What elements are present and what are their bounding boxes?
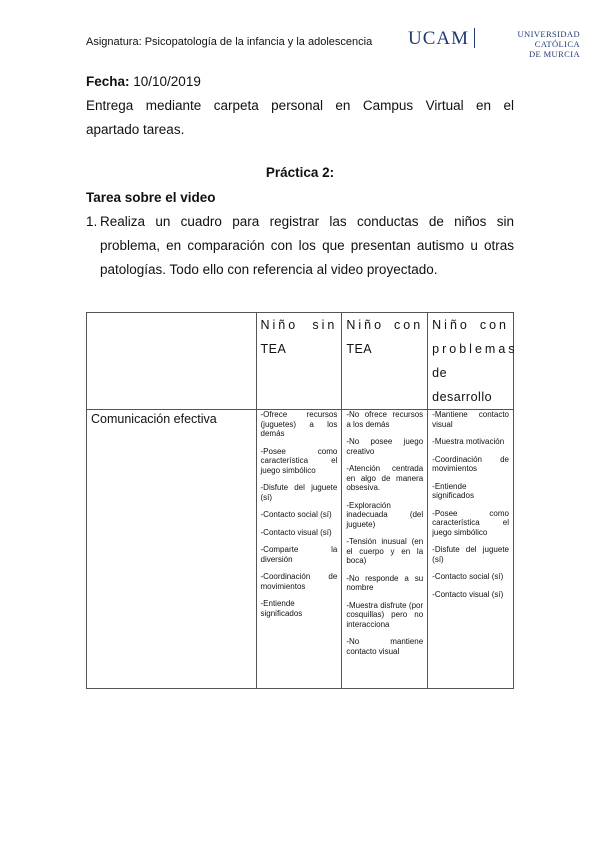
behavior-comparison-table	[86, 312, 518, 689]
list-item: -Tensión inusual (en el cuerpo y en la boca)	[346, 537, 424, 565]
task-item-line-1: Realiza un cuadro para registrar las conductas de niños sin	[100, 214, 514, 229]
list-item: -Exploración inadecuada (del juguete)	[346, 500, 424, 529]
list-item: -Entiende significados	[432, 481, 474, 500]
task-item	[86, 210, 514, 282]
date-label: Fecha:	[86, 74, 130, 89]
page-header	[0, 0, 599, 60]
list-item: -No ofrece recursos a los demás	[346, 410, 424, 429]
logo-uni-line1: UNIVERSIDAD CATÓLICA	[517, 29, 580, 49]
list-item: -No responde a su nombre	[346, 573, 424, 592]
header-col1-line1: Niño sin	[260, 318, 338, 332]
task-item-number: 1.	[86, 214, 98, 229]
date-line	[86, 70, 514, 94]
list-item: -Disfute del juguete (sí)	[260, 483, 338, 502]
logo-university-name	[480, 29, 580, 59]
header-col2-line1: Niño con	[346, 318, 424, 332]
task-title: Tarea sobre el video	[86, 190, 216, 205]
list-item: -Contacto visual (sí)	[260, 527, 332, 537]
task-item-line-3: patologías. Todo ello con referencia al video proyectado.	[100, 262, 438, 277]
task-item-body	[100, 210, 514, 282]
delivery-line-2: apartado tareas.	[86, 122, 185, 137]
row-label-comunicacion: Comunicación efectiva	[87, 410, 257, 689]
cell-nino-con-tea	[342, 410, 428, 689]
header-nino-sin-tea	[256, 313, 342, 410]
cell-nino-sin-tea	[256, 410, 342, 689]
header-nino-con-tea	[342, 313, 428, 410]
list-item: -Ofrece recursos (juguetes) a los demás	[260, 410, 338, 438]
practice-title: Práctica 2:	[265, 165, 335, 180]
list-item: -Posee como característica el juego simbólico	[432, 508, 509, 537]
list-item: -Contacto visual (sí)	[432, 589, 504, 599]
list-item: -Mantiene contacto visual	[432, 410, 509, 429]
logo-divider	[474, 28, 475, 48]
list-item: -Coordinación de movimientos	[260, 572, 338, 591]
list-item: -Posee como característica el juego simbólico	[260, 446, 338, 475]
table-row	[87, 410, 514, 689]
table-header-empty	[87, 313, 257, 410]
table-header-row	[87, 313, 514, 410]
list-item: -Atención centrada en algo de manera obsesiva.	[346, 464, 424, 492]
list-item: -Comparte la diversión	[260, 545, 338, 564]
subject-line: Asignatura: Psicopatología de la infancia y la adolescencia	[86, 36, 373, 48]
list-item: -No posee juego creativo	[346, 437, 424, 456]
header-col1-line2: TEA	[260, 342, 287, 356]
header-col2-line2: TEA	[346, 342, 373, 356]
list-item: -No mantiene contacto visual	[346, 637, 424, 656]
date-value: 10/10/2019	[129, 74, 201, 89]
logo-uni-line2: DE MURCIA	[528, 49, 580, 59]
header-nino-problemas-desarrollo	[428, 313, 518, 410]
list-item: -Contacto social (sí)	[260, 510, 332, 519]
list-item: -Muestra motivación	[432, 437, 505, 446]
list-item: -Coordinación de movimientos	[432, 454, 509, 473]
list-item: -Muestra disfrute (por cosquillas) pero no interacciona	[346, 600, 424, 629]
header-col3-line2: problemas	[432, 342, 518, 356]
list-item: -Entiende significados	[260, 599, 303, 618]
delivery-line-1: Entrega mediante carpeta personal en Campus Virtual en el	[86, 98, 514, 113]
list-item: -Disfute del juguete (sí)	[432, 545, 509, 564]
ucam-logo	[408, 26, 583, 59]
intro-block	[86, 70, 514, 142]
task-item-line-2: problema, en comparación con los que presentan autismo u otras	[100, 238, 514, 253]
logo-wordmark: UCAM	[408, 28, 470, 49]
cell-nino-problemas-desarrollo	[428, 410, 514, 689]
header-col3-line3: de desarrollo	[432, 366, 493, 404]
list-item: -Contacto social (sí)	[432, 572, 504, 581]
header-col3-line1: Niño con	[432, 318, 509, 332]
